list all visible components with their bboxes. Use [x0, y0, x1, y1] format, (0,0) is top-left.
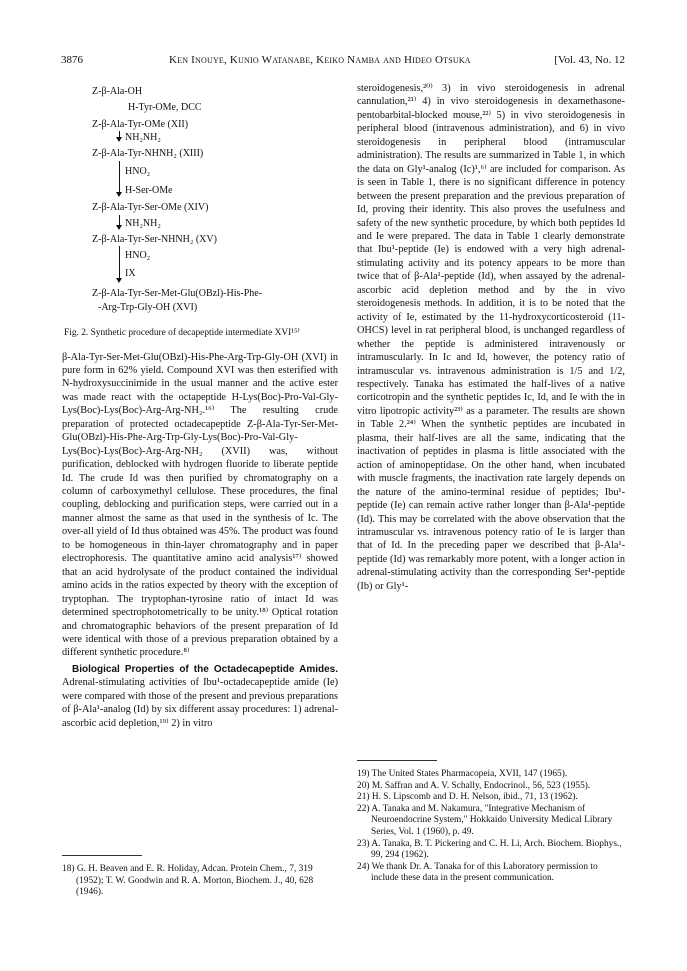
scheme-step: Z-β-Ala-Tyr-OMe (XII)	[92, 119, 189, 130]
scheme-reagent: NH₂NH₂	[125, 218, 161, 229]
scheme-reagent: IX	[125, 268, 136, 279]
footnote: 22) A. Tanaka and M. Nakamura, "Integrative Mechanism of Neuroendocrine System," Hokkaido University Medical Library Series, Vol. 1 (1960), p. 49.	[357, 803, 613, 837]
scheme-step: -Arg-Trp-Gly-OH (XVI)	[98, 302, 198, 313]
footnote: 24) We thank Dr. A. Tanaka for of this Laboratory permission to include these data in the present communication.	[357, 861, 598, 884]
scheme-step: Z-β-Ala-Tyr-Ser-NHNH₂ (XV)	[92, 234, 217, 245]
scheme-reagent: HNO₂	[125, 166, 151, 177]
footnote: 19) The United States Pharmacopeia, XVII, 147 (1965).	[357, 769, 568, 779]
scheme-reagent: NH₂NH₂	[125, 132, 161, 143]
left-body	[62, 351, 338, 731]
scheme-step: Z-β-Ala-Tyr-Ser-Met-Glu(OBzl)-His-Phe-	[92, 288, 263, 299]
section-heading: Biological Properties of the Octadecapeptide Amides.	[72, 663, 338, 675]
footnote: 20) M. Saffran and A. V. Schally, Endocrinol., 56, 523 (1955).	[357, 780, 591, 791]
scheme-arrow	[119, 246, 120, 281]
figure-caption: Fig. 2. Synthetic procedure of decapeptide intermediate XVI¹⁵⁾	[64, 328, 300, 338]
scheme-step: Z-β-Ala-OH	[92, 86, 143, 97]
scheme-reagent: H-Ser-OMe	[125, 185, 173, 196]
scheme-arrow	[119, 161, 120, 195]
running-authors: Ken Inouye, Kunio Watanabe, Keiko Namba and Hideo Otsuka	[169, 54, 471, 66]
footnote-rule	[357, 760, 437, 761]
footnote-rule	[62, 855, 142, 856]
footnote: 21) H. S. Lipscomb and D. H. Nelson, ibid., 71, 13 (1962).	[357, 792, 578, 803]
footnote: 23) A. Tanaka, B. T. Pickering and C. H. Li, Arch. Biochem. Biophys., 99, 294 (1962).	[357, 838, 622, 861]
synthesis-scheme	[62, 82, 338, 328]
page-number: 3876	[61, 54, 83, 66]
scheme-step: Z-β-Ala-Tyr-NHNH₂ (XIII)	[92, 148, 204, 159]
footnotes-left	[62, 855, 338, 899]
scheme-reagent: HNO₂	[125, 250, 151, 261]
footnote: 18) G. H. Beaven and E. R. Holiday, Adcan. Protein Chem., 7, 319 (1952); T. W. Goodwin and R. A. Morton, Biochem. J., 40, 628 (1946).	[62, 864, 314, 898]
paragraph: steroidogenesis,²⁰⁾ 3) in vivo steroidogenesis in adrenal cannulation,²¹⁾ 4) in vivo steroidogenesis in dexamethasone-pentobarbital-blocked mouse,²²⁾ 5) in vivo steroidogenesis in peripheral blood (intravenous administration), and 6) in vivo steroidogenesis in peripheral blood (intramuscular administration). The results are summarized in Table 1, in which the data on Gly¹-analog (Ic)¹,⁶⁾ are included for comparison. As is seen in Table 1, there is no significant difference in potency between the present preparation and the previous preparation of Id, proving their identity. This also proves the usefulness and safety of the new synthetic procedure, by which both peptides Id and Ie were prepared. The data in Table 1 clearly demonstrate that Ibu¹-peptide (Ie) is endowed with a very high adrenal-stimulating activity and its potency appears to be more than twice that of β-Ala¹-peptide (Id), when assayed by the adrenal-ascorbic acid depletion method and by the in vivo steroidogenesis methods. In addition, it is to be noted that the activity of Ie, estimated by the 11-hydroxycorticosteroid (11-OHCS) level in rat peripheral blood, is unchanged regardless of whether the peptide is administered intravenously or intramuscularly. In Ic and Id, however, the potency ratio of intramuscular vs. intravenous administration is 1/5 and 1/2, respectively. Tanaka has estimated the half-lives of a native corticotropin and the synthetic peptides Ic, Id, and Ie with the in vitro lipotropic activity²³⁾ as a parameter. The results are shown in Table 2.²⁴⁾ When the synthetic peptides are incubated in plasma, their half-lives are all the same, indicating that the inactivation of peptides in plasma is little associated with the action of aminopeptidase. On the other hand, when incubated with muscle fragments, the inactivation rate largely depends on the nature of the amino-terminal residue of peptides; Ibu¹-peptide (Ie) can remain active rather longer than β-Ala¹-peptide (Id). This may be correlated with the above observation that the intramuscular vs. intravenous potency ratio of Ie is larger than that of Id. In the preceding paper we described that β-Ala¹-peptide (Id) was remarkably more potent, with a longer action in adrenal-stimulating activity than the corresponding Ser¹-peptide (Ib) or Gly¹-	[357, 83, 625, 592]
running-header	[61, 54, 625, 68]
scheme-arrow	[119, 131, 120, 140]
left-column	[62, 82, 338, 730]
scheme-arrow	[119, 215, 120, 228]
scheme-reagent: H-Tyr-OMe, DCC	[128, 102, 202, 113]
right-column	[357, 82, 625, 593]
paragraph: β-Ala-Tyr-Ser-Met-Glu(OBzl)-His-Phe-Arg-Trp-Gly-OH (XVI) in pure form in 62% yield. Compound XVI was then esterified with N-hydroxysuccinimide in the usual manner and the active ester was made react with the octapeptide H-Lys(Boc)-Pro-Val-Gly-Lys(Boc)-Lys(Boc)-Arg-Arg-NH₂.¹⁶⁾ The resulting crude preparation of protected octadecapeptide Z-β-Ala-Tyr-Ser-Met-Glu(OBzl)-His-Phe-Arg-Trp-Gly-Lys(Boc)-Pro-Val-Gly-Lys(Boc)-Lys(Boc)-Arg-Arg-NH₂ (XVII) was, without purification, deblocked with hydrogen fluoride to liberate peptide Id. The crude Id was then purified by chromatography on a column of carboxymethyl cellulose. These procedures, the final coupling, deblocking and purification steps, were carried out in a manner almost the same as that used in the synthesis of Ic. The over-all yield of Id thus obtained was 45%. The product was found to be homogeneous in thin-layer chromatography and in paper electrophoresis. The quantitative amino acid analysis¹⁷⁾ showed that an acid hydrolysate of the product contained the individual amino acids in the ratios expected by theory with the exception of tryptophan. The tryptophan-tyrosine ratio of intact Id was determined spectrophotometrically to be unity.¹⁸⁾ Optical rotation and chromatographic behaviors of the present preparation of Id were identical with those of a previous preparation obtained by a different synthetic procedure.⁸⁾	[62, 351, 338, 659]
section-text: Adrenal-stimulating activities of Ibu¹-octadecapeptide amide (Ie) were compared with those of the present and previous preparations of β-Ala¹-analog (Id) by six different assay procedures: 1) adrenal-ascorbic acid depletion,¹⁹⁾ 2) in vitro	[62, 677, 338, 729]
volume-info: [Vol. 43, No. 12	[554, 54, 625, 66]
scheme-step: Z-β-Ala-Tyr-Ser-OMe (XIV)	[92, 202, 209, 213]
footnotes-right	[357, 760, 625, 885]
section-paragraph	[62, 663, 338, 730]
